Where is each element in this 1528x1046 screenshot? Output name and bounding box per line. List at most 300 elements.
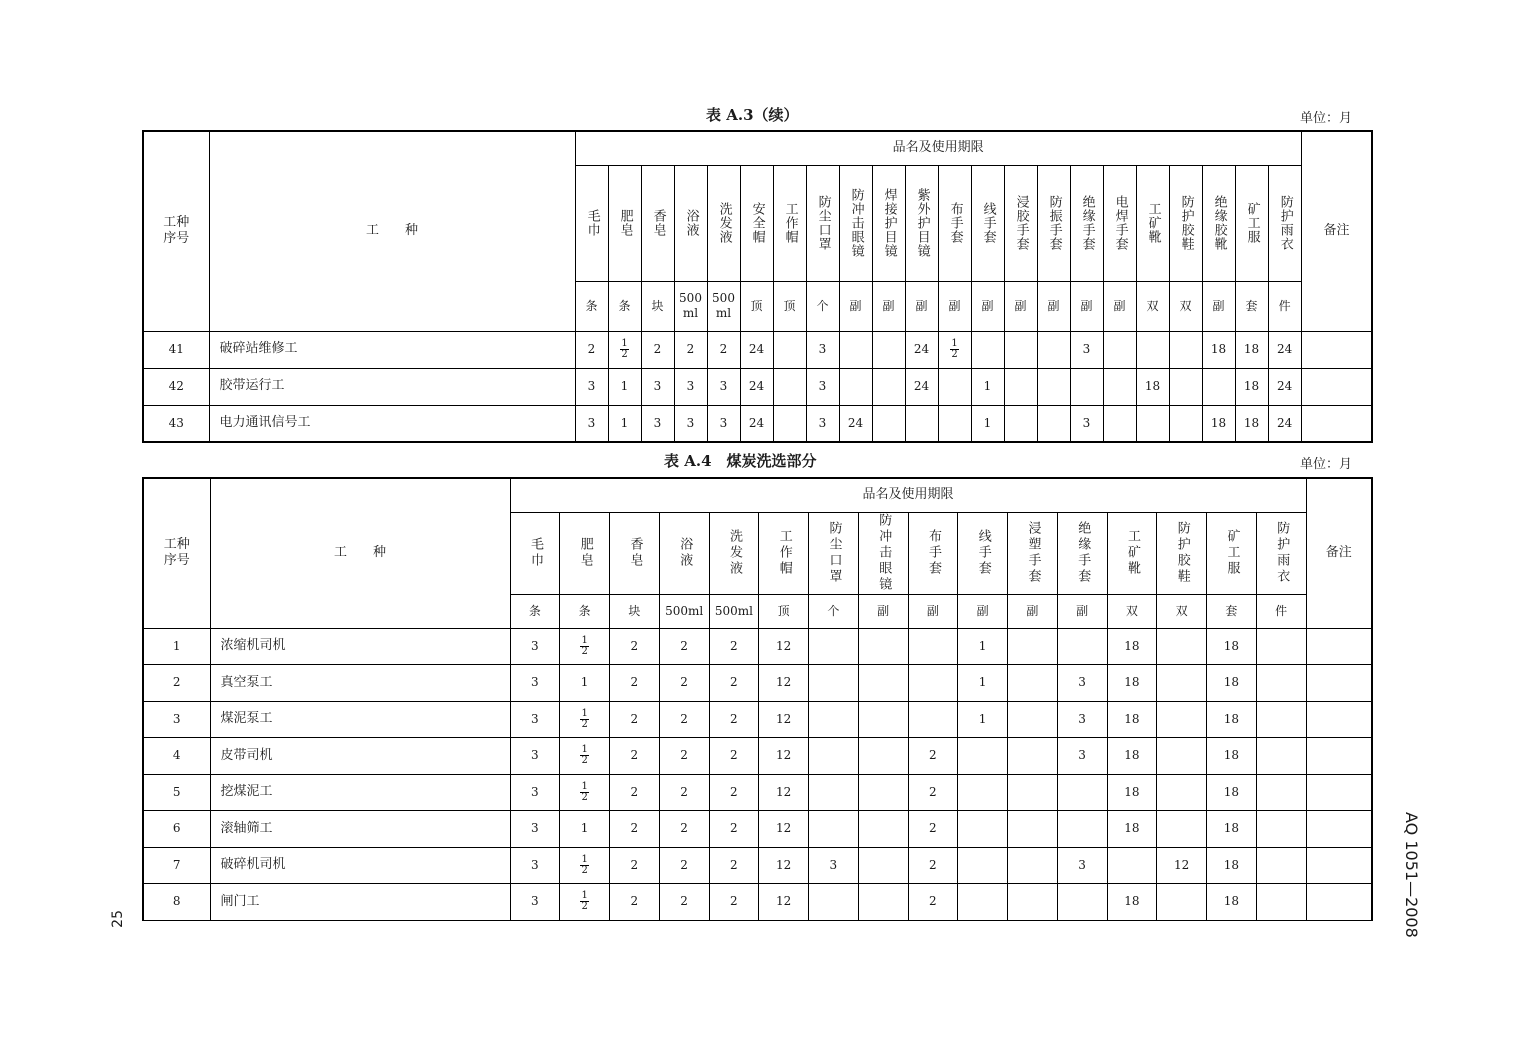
value-cell bbox=[958, 628, 1008, 665]
value-cell bbox=[674, 331, 707, 368]
remarks-cell bbox=[1301, 368, 1372, 405]
value-cell bbox=[560, 738, 610, 775]
item-unit: 副 bbox=[1026, 603, 1039, 618]
item-unit: 500 ml bbox=[679, 291, 702, 320]
cell-value: 3 bbox=[686, 379, 695, 393]
fraction-numerator: 1 bbox=[581, 634, 588, 646]
item-unit: 副 bbox=[915, 298, 928, 313]
item-name-cell bbox=[759, 512, 809, 594]
item-name: 防冲击眼镜 bbox=[876, 513, 892, 593]
value-cell bbox=[1008, 884, 1058, 921]
value-cell bbox=[1256, 847, 1306, 884]
item-name: 洗发液 bbox=[727, 529, 742, 577]
value-cell bbox=[806, 331, 839, 368]
item-unit: 副 bbox=[1113, 298, 1126, 313]
table-a3-title: 表 A.3（续） bbox=[706, 106, 799, 124]
worker-type-name: 破碎机司机 bbox=[220, 857, 286, 873]
worker-type-name: 挖煤泥工 bbox=[220, 784, 273, 800]
item-unit: 副 bbox=[1014, 298, 1027, 313]
value-cell bbox=[809, 847, 859, 884]
cell-value: 3 bbox=[587, 379, 596, 393]
item-name-cell bbox=[707, 165, 740, 281]
cell-value: 18 bbox=[1124, 711, 1140, 726]
value-cell bbox=[740, 331, 773, 368]
item-name: 绝缘手套 bbox=[1075, 521, 1091, 585]
remarks-cell bbox=[1306, 665, 1372, 702]
value-cell bbox=[1207, 628, 1257, 665]
item-name-cell bbox=[809, 512, 859, 594]
cell-value: 2 bbox=[929, 857, 937, 872]
cell-value: 1 bbox=[580, 675, 589, 690]
cell-value: 3 bbox=[653, 415, 662, 430]
value-cell bbox=[1008, 665, 1058, 702]
value-cell bbox=[674, 368, 707, 405]
value-cell bbox=[1136, 331, 1169, 368]
value-cell bbox=[707, 368, 740, 405]
value-cell bbox=[839, 368, 872, 405]
remarks-cell bbox=[1301, 405, 1372, 442]
value-cell bbox=[610, 738, 660, 775]
value-cell bbox=[908, 811, 958, 848]
item-unit: 条 bbox=[618, 298, 631, 313]
item-unit: 副 bbox=[882, 298, 895, 313]
value-cell bbox=[1268, 405, 1301, 442]
fraction-value bbox=[580, 745, 588, 766]
page-number: 25 bbox=[110, 910, 126, 928]
value-cell bbox=[560, 774, 610, 811]
item-name-cell bbox=[674, 165, 707, 281]
item-unit: 副 bbox=[1212, 298, 1225, 313]
table-row bbox=[143, 884, 1372, 921]
cell-value: 18 bbox=[1124, 784, 1140, 799]
item-unit-cell bbox=[908, 594, 958, 628]
value-cell bbox=[759, 738, 809, 775]
table-row bbox=[143, 368, 1372, 405]
value-cell bbox=[759, 701, 809, 738]
doc-code: AQ 1051—2008 bbox=[1402, 812, 1421, 938]
value-cell bbox=[1057, 884, 1107, 921]
value-cell bbox=[610, 847, 660, 884]
value-cell bbox=[1268, 368, 1301, 405]
table-row bbox=[143, 628, 1372, 665]
worker-no-cell bbox=[143, 847, 210, 884]
item-name: 毛巾 bbox=[528, 537, 543, 569]
item-name: 洗发液 bbox=[716, 202, 732, 244]
cell-value: 2 bbox=[680, 675, 688, 690]
fraction-denominator: 2 bbox=[581, 901, 588, 913]
value-cell bbox=[1103, 331, 1136, 368]
value-cell bbox=[958, 701, 1008, 738]
worker-no: 8 bbox=[172, 894, 181, 909]
item-name-cell bbox=[1037, 165, 1070, 281]
value-cell bbox=[1235, 331, 1268, 368]
item-name-cell bbox=[610, 512, 660, 594]
cell-value: 2 bbox=[686, 342, 695, 356]
value-cell bbox=[809, 628, 859, 665]
item-unit-cell bbox=[560, 594, 610, 628]
value-cell bbox=[659, 665, 709, 702]
value-cell bbox=[560, 665, 610, 702]
remarks-cell bbox=[1306, 628, 1372, 665]
cell-value: 2 bbox=[680, 748, 688, 763]
cell-value: 2 bbox=[630, 784, 639, 799]
value-cell bbox=[809, 701, 859, 738]
value-cell bbox=[1057, 811, 1107, 848]
value-cell bbox=[839, 405, 872, 442]
cell-value: 12 bbox=[775, 675, 792, 690]
value-cell bbox=[971, 368, 1004, 405]
item-unit-cell bbox=[1157, 594, 1207, 628]
worker-type-cell bbox=[210, 884, 510, 921]
value-cell bbox=[560, 884, 610, 921]
value-cell bbox=[1107, 701, 1157, 738]
item-name: 工矿靴 bbox=[1145, 202, 1161, 244]
value-cell bbox=[908, 847, 958, 884]
worker-no: 6 bbox=[172, 821, 181, 836]
item-unit-cell bbox=[958, 594, 1008, 628]
item-name-cell bbox=[872, 165, 905, 281]
item-unit: 件 bbox=[1275, 603, 1288, 618]
cell-value: 3 bbox=[531, 638, 539, 653]
value-cell bbox=[1057, 665, 1107, 702]
remarks-cell bbox=[1301, 331, 1372, 368]
worker-no: 4 bbox=[172, 748, 181, 763]
cell-value: 18 bbox=[1223, 711, 1240, 726]
cell-value: 18 bbox=[1124, 894, 1140, 909]
cell-value: 12 bbox=[775, 784, 792, 799]
value-cell bbox=[908, 665, 958, 702]
item-unit-cell bbox=[1008, 594, 1058, 628]
cell-value: 2 bbox=[653, 342, 662, 356]
value-cell bbox=[1256, 774, 1306, 811]
cell-value: 3 bbox=[818, 415, 827, 430]
item-name: 浴液 bbox=[683, 209, 699, 237]
value-cell bbox=[858, 738, 908, 775]
value-cell bbox=[1256, 701, 1306, 738]
fraction-denominator: 2 bbox=[581, 755, 588, 767]
cell-value: 24 bbox=[913, 342, 930, 356]
value-cell bbox=[659, 884, 709, 921]
worker-no-cell bbox=[143, 738, 210, 775]
cell-value: 3 bbox=[1078, 675, 1086, 690]
items-group-header bbox=[575, 131, 1301, 165]
item-name-cell bbox=[510, 512, 560, 594]
cell-value: 2 bbox=[630, 821, 639, 836]
worker-no-cell bbox=[143, 628, 210, 665]
remarks-cell bbox=[1306, 701, 1372, 738]
cell-value: 18 bbox=[1223, 894, 1240, 909]
worker-no: 43 bbox=[168, 415, 184, 430]
item-unit-cell bbox=[659, 594, 709, 628]
worker-no-cell bbox=[143, 774, 210, 811]
value-cell bbox=[809, 665, 859, 702]
item-unit: 块 bbox=[651, 298, 664, 313]
cell-value: 3 bbox=[531, 784, 539, 799]
value-cell bbox=[1207, 774, 1257, 811]
cell-value: 1 bbox=[983, 415, 992, 430]
cell-value: 2 bbox=[929, 784, 937, 799]
item-name-cell bbox=[839, 165, 872, 281]
value-cell bbox=[1207, 884, 1257, 921]
value-cell bbox=[659, 811, 709, 848]
value-cell bbox=[1008, 628, 1058, 665]
worker-type-name: 皮带司机 bbox=[220, 747, 273, 763]
item-unit: 条 bbox=[578, 603, 591, 618]
value-cell bbox=[709, 665, 759, 702]
value-cell bbox=[659, 738, 709, 775]
cell-value: 2 bbox=[730, 711, 738, 726]
value-cell bbox=[740, 368, 773, 405]
value-cell bbox=[858, 811, 908, 848]
value-cell bbox=[709, 811, 759, 848]
item-name: 工矿靴 bbox=[1125, 529, 1140, 577]
remarks-header-label: 备注 bbox=[1325, 545, 1352, 561]
worker-type-name: 破碎站维修工 bbox=[219, 341, 298, 357]
value-cell bbox=[1202, 405, 1235, 442]
value-cell bbox=[759, 811, 809, 848]
item-name: 工作帽 bbox=[776, 529, 792, 577]
item-name-cell bbox=[1256, 512, 1306, 594]
header-row bbox=[143, 478, 1372, 512]
item-unit-cell bbox=[858, 594, 908, 628]
item-name: 防振手套 bbox=[1046, 195, 1062, 251]
cell-value: 3 bbox=[531, 821, 539, 836]
fraction-value bbox=[580, 709, 588, 730]
value-cell bbox=[610, 628, 660, 665]
value-cell bbox=[958, 665, 1008, 702]
value-cell bbox=[958, 774, 1008, 811]
cell-value: 18 bbox=[1124, 675, 1140, 690]
value-cell bbox=[958, 847, 1008, 884]
cell-value: 24 bbox=[748, 415, 765, 430]
fraction-denominator: 2 bbox=[621, 349, 628, 360]
item-unit-cell bbox=[809, 594, 859, 628]
item-name: 毛巾 bbox=[584, 209, 600, 237]
cell-value: 3 bbox=[818, 379, 827, 393]
cell-value: 1 bbox=[983, 379, 992, 393]
fraction-value bbox=[580, 891, 588, 912]
cell-value: 24 bbox=[748, 379, 765, 393]
value-cell bbox=[674, 405, 707, 442]
item-unit-cell bbox=[608, 281, 641, 331]
worker-type-cell bbox=[210, 628, 510, 665]
value-cell bbox=[1107, 774, 1157, 811]
fraction-numerator: 1 bbox=[581, 744, 588, 756]
item-name: 矿工服 bbox=[1244, 202, 1260, 244]
value-cell bbox=[908, 701, 958, 738]
item-unit: 双 bbox=[1179, 298, 1192, 313]
item-name-cell bbox=[1057, 512, 1107, 594]
cell-value: 18 bbox=[1243, 415, 1260, 430]
item-name-cell bbox=[1136, 165, 1169, 281]
item-unit-cell bbox=[1004, 281, 1037, 331]
item-name-cell bbox=[858, 512, 908, 594]
item-name-cell bbox=[608, 165, 641, 281]
fraction-value bbox=[580, 636, 588, 657]
cell-value: 24 bbox=[913, 379, 930, 393]
item-name-cell bbox=[1103, 165, 1136, 281]
value-cell bbox=[971, 331, 1004, 368]
value-cell bbox=[858, 701, 908, 738]
cell-value: 12 bbox=[1173, 857, 1190, 872]
value-cell bbox=[610, 884, 660, 921]
item-unit: 副 bbox=[976, 603, 989, 618]
value-cell bbox=[1256, 665, 1306, 702]
worker-type-header bbox=[209, 131, 575, 331]
value-cell bbox=[610, 701, 660, 738]
item-unit: 套 bbox=[1245, 298, 1258, 313]
item-unit: 条 bbox=[585, 298, 598, 313]
worker-type-cell bbox=[210, 811, 510, 848]
item-name-cell bbox=[938, 165, 971, 281]
cell-value: 18 bbox=[1243, 379, 1260, 393]
item-unit: 500 ml bbox=[712, 291, 735, 320]
worker-no-cell bbox=[143, 405, 209, 442]
table-row bbox=[143, 774, 1372, 811]
value-cell bbox=[560, 847, 610, 884]
cell-value: 1 bbox=[620, 379, 629, 393]
value-cell bbox=[806, 368, 839, 405]
cell-value: 3 bbox=[1082, 342, 1091, 356]
value-cell bbox=[709, 884, 759, 921]
item-unit-cell bbox=[707, 281, 740, 331]
item-name: 布手套 bbox=[947, 202, 963, 244]
cell-value: 18 bbox=[1223, 784, 1240, 799]
cell-value: 1 bbox=[978, 638, 987, 653]
value-cell bbox=[1008, 701, 1058, 738]
worker-no: 2 bbox=[172, 675, 181, 690]
cell-value: 18 bbox=[1210, 342, 1227, 356]
items-group-header-label: 品名及使用期限 bbox=[892, 140, 984, 156]
fraction-value bbox=[620, 339, 628, 360]
remarks-cell bbox=[1306, 738, 1372, 775]
value-cell bbox=[1107, 665, 1157, 702]
item-name-cell bbox=[1008, 512, 1058, 594]
value-cell bbox=[1008, 738, 1058, 775]
worker-type-cell bbox=[210, 774, 510, 811]
cell-value: 2 bbox=[929, 748, 937, 763]
worker-type-cell bbox=[209, 331, 575, 368]
value-cell bbox=[1169, 368, 1202, 405]
item-unit-cell bbox=[641, 281, 674, 331]
item-name: 绝缘手套 bbox=[1079, 195, 1095, 251]
fraction-denominator: 2 bbox=[581, 645, 588, 657]
item-unit: 副 bbox=[1080, 298, 1093, 313]
item-unit-cell bbox=[1070, 281, 1103, 331]
cell-value: 24 bbox=[1276, 379, 1293, 393]
value-cell bbox=[759, 774, 809, 811]
cell-value: 18 bbox=[1223, 675, 1240, 690]
item-unit-cell bbox=[773, 281, 806, 331]
items-group-header-label: 品名及使用期限 bbox=[862, 487, 954, 503]
cell-value: 2 bbox=[630, 894, 639, 909]
value-cell bbox=[575, 368, 608, 405]
value-cell bbox=[560, 628, 610, 665]
value-cell bbox=[908, 738, 958, 775]
item-name-cell bbox=[1157, 512, 1207, 594]
cell-value: 3 bbox=[818, 342, 827, 356]
worker-no-header bbox=[143, 131, 209, 331]
cell-value: 2 bbox=[680, 857, 688, 872]
worker-no-cell bbox=[143, 665, 210, 702]
value-cell bbox=[938, 405, 971, 442]
cell-value: 18 bbox=[1223, 638, 1240, 653]
cell-value: 1 bbox=[620, 415, 629, 430]
item-name-cell bbox=[1268, 165, 1301, 281]
value-cell bbox=[1157, 701, 1207, 738]
table-row bbox=[143, 331, 1372, 368]
item-unit-cell bbox=[839, 281, 872, 331]
item-name: 肥皂 bbox=[577, 537, 593, 569]
worker-type-cell bbox=[210, 665, 510, 702]
value-cell bbox=[1256, 884, 1306, 921]
value-cell bbox=[958, 884, 1008, 921]
cell-value: 2 bbox=[680, 894, 688, 909]
item-unit-cell bbox=[759, 594, 809, 628]
value-cell bbox=[1107, 738, 1157, 775]
item-name-cell bbox=[560, 512, 610, 594]
value-cell bbox=[608, 368, 641, 405]
value-cell bbox=[1107, 811, 1157, 848]
item-name: 肥皂 bbox=[617, 209, 633, 237]
value-cell bbox=[1157, 738, 1207, 775]
cell-value: 3 bbox=[531, 857, 539, 872]
cell-value: 3 bbox=[653, 379, 662, 393]
value-cell bbox=[1070, 331, 1103, 368]
cell-value: 3 bbox=[1078, 711, 1086, 726]
value-cell bbox=[773, 331, 806, 368]
cell-value: 3 bbox=[1078, 748, 1086, 763]
value-cell bbox=[1235, 405, 1268, 442]
item-unit: 副 bbox=[981, 298, 994, 313]
item-name-cell bbox=[641, 165, 674, 281]
table-row bbox=[143, 811, 1372, 848]
item-name: 防护雨衣 bbox=[1277, 195, 1293, 251]
value-cell bbox=[872, 405, 905, 442]
value-cell bbox=[610, 665, 660, 702]
value-cell bbox=[958, 738, 1008, 775]
item-name: 绝缘胶靴 bbox=[1211, 195, 1227, 251]
worker-type-name: 浓缩机司机 bbox=[220, 638, 286, 654]
value-cell bbox=[510, 811, 560, 848]
value-cell bbox=[1235, 368, 1268, 405]
item-unit-cell bbox=[1057, 594, 1107, 628]
worker-no-cell bbox=[143, 701, 210, 738]
value-cell bbox=[608, 331, 641, 368]
item-name: 防护胶鞋 bbox=[1178, 195, 1194, 251]
table-a3 bbox=[142, 130, 1373, 443]
item-unit-cell bbox=[674, 281, 707, 331]
worker-no-cell bbox=[143, 331, 209, 368]
cell-value: 2 bbox=[719, 342, 728, 356]
worker-type-cell bbox=[210, 738, 510, 775]
value-cell bbox=[1004, 405, 1037, 442]
item-unit: 条 bbox=[528, 603, 541, 618]
value-cell bbox=[659, 701, 709, 738]
value-cell bbox=[1207, 811, 1257, 848]
remarks-cell bbox=[1306, 811, 1372, 848]
item-name-cell bbox=[773, 165, 806, 281]
item-unit: 500ml bbox=[665, 603, 704, 618]
value-cell bbox=[908, 774, 958, 811]
cell-value: 2 bbox=[630, 675, 639, 690]
fraction-denominator: 2 bbox=[581, 791, 588, 803]
value-cell bbox=[641, 405, 674, 442]
worker-no: 5 bbox=[172, 784, 181, 799]
worker-type-header-label: 工 种 bbox=[365, 223, 418, 239]
value-cell bbox=[938, 331, 971, 368]
item-name-cell bbox=[1004, 165, 1037, 281]
